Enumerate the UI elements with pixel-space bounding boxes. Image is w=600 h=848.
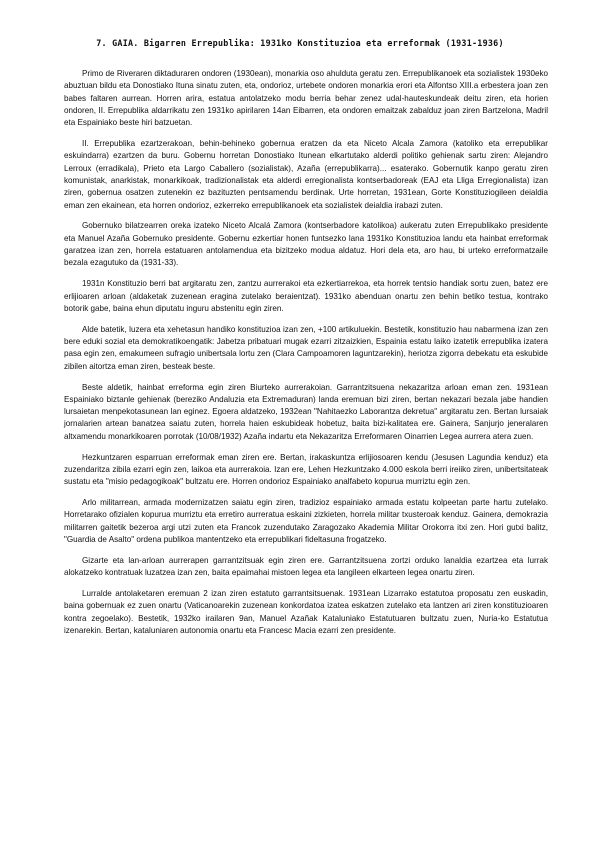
paragraph: Primo de Riveraren diktaduraren ondoren (1930ean), monarkia oso ahulduta geratu zen. Errepublikanoek eta sozialistek 1930eko abuztuan bildu eta Donostiako Ituna sinatu zuten, eta, ondorioz, urtebete ondoren monarkia erori eta Alfontso XIII.a erbestera joan zen babes faltaren aurrean. Horren arira, estatua antolatzeko modu berria behar zenez udal-hauteskundeak deitu ziren, eta horien ondoren, II. Errepublika aldarrikatu zen 1931ko apirilaren 14an Eibarren, eta ondoren emaitzak zabalduz joan ziren Bartzelona, Madril eta Espainiako beste hiri batzuetan.: [64, 69, 548, 128]
paragraph: Hezkuntzaren esparruan erreformak eman ziren ere. Bertan, irakaskuntza erlijiosoaren kendu (Jesusen Lagundia kenduz) eta zuzendaritza zibila ezarri egin zen, laikoa eta aurrerakoia. Izan ere, Lehen Hezkuntzako 4.000 eskola berri ireiiko ziren, unibertsitateak sustatu eta "misio pedagogikoak" bultzatu ere. Horren ondorioz Espainiako analfabeto kopurua murriztu egin zen.: [64, 452, 548, 487]
document-title: 7. GAIA. Bigarren Errepublika: 1931ko Konstituzioa eta erreformak (1931-1936): [96, 38, 504, 48]
paragraph: II. Errepublika ezartzerakoan, behin-behineko gobernua eratzen da eta Niceto Alcala Zamora (katoliko eta errepublikar eskuindarra) ezartzen da buru. Gobernu horretan Donostiako Itunean elkartutako alderdi politiko gehienak sartu ziren: Alejandro Lerroux (erradikala), Prieto eta Largo Caballero (sozialistak), Azaña (errepublikarra)... esaterako. Gobernutik kanpo geratu ziren komunistak, anarkistak, monarkikoak, tradizionalistak eta alderdi erregionalista kontserbadoreak (EAJ eta Lliga Erregionalista) izan ziren, gobernua osatzen zutenekin ez bazituzten pentsamendu berdinak. Urte horretan, 1931ean, Gorte Konstituziogileen deialdia eman zen ekainean, eta horren ondorioz, ezkerreko errepublikanoek eta sozialistek deialdia irabazi zuten.: [64, 139, 548, 210]
paragraph: 1931n Konstituzio berri bat argitaratu zen, zantzu aurrerakoi eta ezkertiarrekoa, eta horrek tentsio handiak sortu zuen, batez ere erlijioaren arloan (aldaketak zuzenean eragina zutelako beraientzat). 1931ko abenduan onartu zen behin betiko testua, kontrako botorik gabe, baina ehun diputatu inguru abstenitu egin ziren.: [64, 279, 548, 313]
paragraph: Arlo militarrean, armada modernizatzen saiatu egin ziren, tradizioz espainiako armada estatu kolpeetan parte hartu zutelako. Horretarako ofizialen kopurua murriztu eta erretiro aurreratua eskaini zizkieten, horrela militar txusteroak kenduz. Gainera, demokrazia militarren gaitetik bezeroa argi utzi zuten eta Francok zuzendutako Zaragozako Akademia Militar Orokorra itxi zen. Hori gutxi balitz, "Guardia de Asalto" ordena publikoa mantentzeko eta errepublikari fideltasuna frogatzeko.: [64, 498, 548, 544]
document-body: [64, 68, 548, 646]
paragraph: Alde batetik, luzera eta xehetasun handiko konstituzioa izan zen, +100 artikuluekin. Bestetik, konstituzio hau nabarmena izan zen bere eduki sozial eta demokratikoengatik: Jabetza pribatuari mugak ezarri zitzaizkien, Espainia estatu laiko izatetik errepublika izatera pasa egin zen, emakumeen sufragio unibertsala lortu zen (Clara Campoamoren laguntzarekin), heriotza zigorra debekatu eta eskubide zibilen aitortza eman ziren, besteak beste.: [64, 324, 548, 371]
paragraph: Gizarte eta lan-arloan aurrerapen garrantzitsuak egin ziren ere. Garrantzitsuena zortzi orduko lanaldia ezartzea eta lurrak alokatzeko kontratuak luzatzea izan zen, baita epaimahai mistoen legea eta langileen elkarteen legea onartu ziren.: [64, 555, 548, 578]
paragraph: Lurralde antolaketaren eremuan 2 izan ziren estatuto garrantsitsuenak. 1931ean Lizarrako estatutoa proposatu zen euskadin, baina gobernuak ez zuen onartu (Vaticanoarekin zuzenean konkordatoa izatea eskatzen zutelako eta lantzen ari ziren konstituzioaren kontra zegoelako). Bestetik, 1932ko irailaren 9an, Manuel Azañak Kataluniako Estatutuaren bultzatu zuen, Nuria-ko Estatutua izenarekin. Bertan, kataluniaren autonomia onartu eta Francesc Macia ezarri zen presidente.: [64, 589, 548, 635]
paragraph: Beste aldetik, hainbat erreforma egin ziren Biurteko aurrerakoian. Garrantzitsuena nekazaritza arloan eman zen. 1931ean Espainiako biztanle gehienak (bereziko Andaluzia eta Extremaduran) landa eremuan bizi ziren, bertan nekazari bezala jabe handien lursaietan menpekotasunean lan eginez. Egoera aldatzeko, 1932ean "Nahitaezko Laborantza dekretua" argitaratu zen. Bertan lursaiak jornalarien artean banatzea saiatu zuten, horrela haien eskubideak hobetuz, baita bizi-kalitatea ere. Gainera, Sanjurjo jeneralaren altxamendu monarkikoaren porrotak (10/08/1932) Azaña indartu eta Nekazaritza Erreformaren Oinarrien Legea aurrera atera zuen.: [64, 382, 548, 441]
paragraph: Gobernuko bilatzearren oreka izateko Niceto Alcalá Zamora (kontserbadore katolikoa) aukeratu zuten Errepublikako presidente eta Manuel Azaña Gobernuko presidente. Gobernu ezkertiar honen funtsezko lana 1931ko Konstituzioa landu eta hainbat erreformak garatzea izan zen, horrela estatuaren antolamendua eta bizitzeko modua aldatuz. Hori dela eta, aro hau, bi urteko erreformatzaile bezala ezagutuko da (1931-33).: [64, 221, 548, 268]
